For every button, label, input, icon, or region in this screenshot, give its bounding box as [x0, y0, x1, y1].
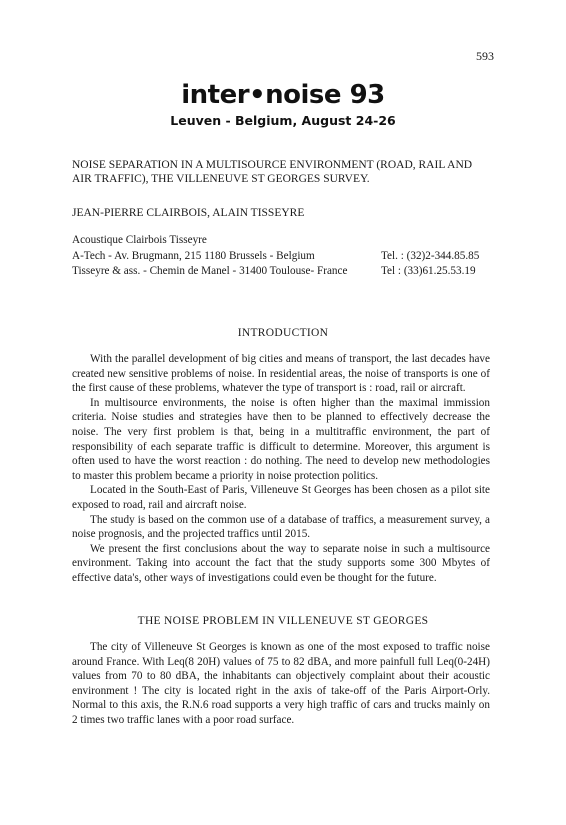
affiliation-phone: Tel : (33)61.25.53.19 [381, 265, 476, 277]
paragraph: Located in the South-East of Paris, Villeneuve St Georges has been chosen as a pilot site exposed to road, rail and aircraft noise. [72, 484, 490, 511]
paper-authors: JEAN-PIERRE CLAIRBOIS, ALAIN TISSEYRE [72, 207, 305, 219]
paragraph: The city of Villeneuve St Georges is known as one of the most exposed to traffic noise around France. With Leq(8 20H) values of 75 to 82 dBA, and more painfull full Leq(0-24H) values from 70 to 80 dBA, the inhabitants can objectively complaint about their acoustic environment ! The city is located right in the axis of take-off of the Paris Airport-Orly. Normal to this axis, the R.N.6 road supports a very high traffic of cars and trucks mainly on 2 times two traffic lanes with a poor road surface. [72, 641, 490, 726]
paragraph: We present the first conclusions about the way to separate noise in such a multisource environment. Taking into account the fact that the study supports some 300 Mbytes of effective data's, other ways of investigations could even be thought for the future. [72, 542, 490, 584]
affiliation-line [72, 234, 490, 246]
paper-title: NOISE SEPARATION IN A MULTISOURCE ENVIRONMENT (ROAD, RAIL AND AIR TRAFFIC), THE VILLENEUVE ST GEORGES SURVEY. [72, 159, 473, 185]
section-heading-noise-problem: THE NOISE PROBLEM IN VILLENEUVE ST GEORGES [137, 615, 429, 627]
affiliation-text: Acoustique Clairbois Tisseyre [72, 234, 207, 246]
paragraph: With the parallel development of big cities and means of transport, the last decades have created new sensitive problems of noise. In residential areas, the noise of transports is one of the first cause of these problems, whatever the type of transport is : road, rail or aircraft. [72, 353, 490, 395]
affiliation-line [72, 265, 490, 277]
page-number: 593 [476, 49, 494, 63]
paragraph: In multisource environments, the noise is often higher than the maximal immission criteria. Noise studies and strategies have then to be planned to effectively decrease the noise. The very first problem is that, being in a multitraffic environment, the part of responsibility of each separate traffic is difficult to determine. Moreover, this argument is often used to have the worst reaction : do nothing. The need to develop new methodologies to master this problem became a priority in noise protection politics. [72, 396, 490, 482]
section-heading-introduction: INTRODUCTION [237, 327, 329, 339]
paragraph: The study is based on the common use of a database of traffics, a measurement survey, a noise prognosis, and the projected traffics until 2015. [72, 513, 490, 541]
affiliation-text: Tisseyre & ass. - Chemin de Manel - 31400 Toulouse- France [72, 265, 348, 277]
affiliation-text: A-Tech - Av. Brugmann, 215 1180 Brussels - Belgium [72, 250, 315, 262]
conference-logo: inter•noise 93 [181, 80, 385, 110]
noise-problem-body [72, 640, 490, 728]
introduction-body [72, 352, 490, 586]
affiliation-phone: Tel. : (32)2-344.85.85 [381, 250, 480, 262]
affiliation-line [72, 250, 490, 262]
conference-subtitle: Leuven - Belgium, August 24-26 [170, 113, 396, 128]
